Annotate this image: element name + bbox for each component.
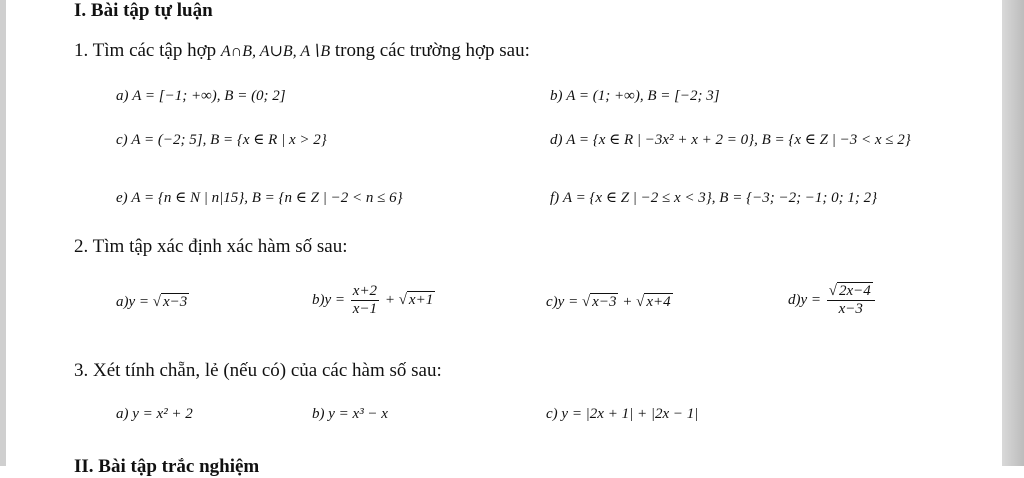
q1-item-a-expr: A = [−1; +∞), B = (0; 2] — [132, 88, 286, 104]
q3-item-b-expr: y = x³ − x — [328, 406, 388, 422]
q3-item-c — [546, 406, 698, 423]
question-1-prefix: 1. Tìm các tập hợp — [74, 40, 221, 61]
question-1-sets: A∩B, A∪B, A∖B — [220, 43, 331, 60]
q2-item-d-lhs: y = — [800, 292, 822, 309]
q3-item-b-label: b) — [312, 406, 325, 422]
q1-item-d — [550, 130, 911, 149]
q2-item-a-label: a) — [116, 294, 129, 310]
q2-item-a-lhs: y = — [128, 294, 150, 310]
q1-item-e-label: e) — [116, 190, 128, 206]
q2-item-b-denominator: x−1 — [352, 300, 378, 317]
q1-item-d-expr: A = {x ∈ R | −3x² + x + 2 = 0}, B = {x ∈ Z | −3 < x ≤ 2} — [566, 132, 911, 148]
q2-item-a-radicand: x−3 — [163, 294, 188, 310]
q2-item-b-fraction — [351, 284, 379, 317]
q1-item-c-label: c) — [116, 132, 128, 148]
q2-item-d-fraction — [827, 284, 875, 317]
q2-item-c-lhs: y = — [557, 294, 579, 310]
q1-item-b-expr: A = (1; +∞), B = [−2; 3] — [566, 88, 720, 104]
sqrt-icon: √ x−3 — [152, 294, 188, 310]
q2-item-d-numerator — [827, 284, 875, 301]
q2-item-d-radicand: 2x−4 — [839, 283, 871, 299]
q3-item-a-expr: y = x² + 2 — [132, 406, 193, 422]
q2-item-d — [788, 284, 877, 317]
q1-item-e-expr: A = {n ∈ N | n|15}, B = {n ∈ Z | −2 < n ≤ 6} — [131, 190, 403, 206]
q1-item-e — [116, 188, 403, 207]
q1-item-c-expr: A = (−2; 5], B = {x ∈ R | x > 2} — [131, 132, 327, 148]
q2-item-b-radicand: x+1 — [408, 292, 434, 309]
q2-item-c-plus: + — [622, 294, 633, 310]
q2-item-c-radicand-1: x−3 — [592, 294, 617, 310]
section-2-heading-cut: II. Bài tập trắc nghiệm — [74, 456, 260, 477]
question-1 — [74, 40, 530, 62]
sqrt-icon: √ x+1 — [398, 292, 434, 309]
q3-item-a — [116, 406, 193, 423]
q2-item-b-label: b) — [312, 292, 325, 309]
right-edge-scrollbar[interactable] — [1002, 0, 1024, 466]
sqrt-icon: √ 2x−4 — [828, 283, 871, 299]
q1-item-f-expr: A = {x ∈ Z | −2 ≤ x < 3}, B = {−3; −2; −1; 0; 1; 2} — [562, 190, 878, 206]
question-3-title: 3. Xét tính chẵn, lẻ (nếu có) của các hàm số sau: — [74, 360, 442, 381]
q2-item-b — [312, 284, 435, 317]
q1-item-a-label: a) — [116, 88, 129, 104]
left-edge — [0, 0, 6, 466]
q1-item-f — [550, 188, 877, 207]
q2-item-b-lhs: y = — [324, 292, 346, 309]
q2-item-a — [116, 294, 189, 311]
q2-item-c-label: c) — [546, 294, 558, 310]
q3-item-c-expr: y = |2x + 1| + |2x − 1| — [561, 406, 699, 422]
q1-item-c — [116, 130, 327, 149]
q1-item-d-label: d) — [550, 132, 563, 148]
q2-item-c — [546, 294, 673, 311]
q2-item-b-plus: + — [384, 292, 395, 309]
q1-item-b-label: b) — [550, 88, 563, 104]
question-1-suffix: trong các trường hợp sau: — [330, 40, 530, 61]
section-heading: I. Bài tập tự luận — [74, 0, 213, 21]
sqrt-icon: √ x−3 — [581, 294, 617, 310]
q3-item-c-label: c) — [546, 406, 558, 422]
q1-item-f-label: f) — [550, 190, 560, 206]
q2-item-d-denominator: x−3 — [838, 300, 863, 317]
q1-item-b — [550, 88, 720, 105]
q2-item-c-radicand-2: x+4 — [646, 294, 671, 310]
q3-item-b — [312, 406, 388, 423]
question-2-title: 2. Tìm tập xác định xác hàm số sau: — [74, 236, 348, 257]
q2-item-d-label: d) — [788, 292, 801, 309]
q1-item-a — [116, 88, 286, 105]
q3-item-a-label: a) — [116, 406, 129, 422]
sqrt-icon: √ x+4 — [636, 294, 671, 310]
q2-item-b-numerator: x+2 — [352, 283, 378, 299]
